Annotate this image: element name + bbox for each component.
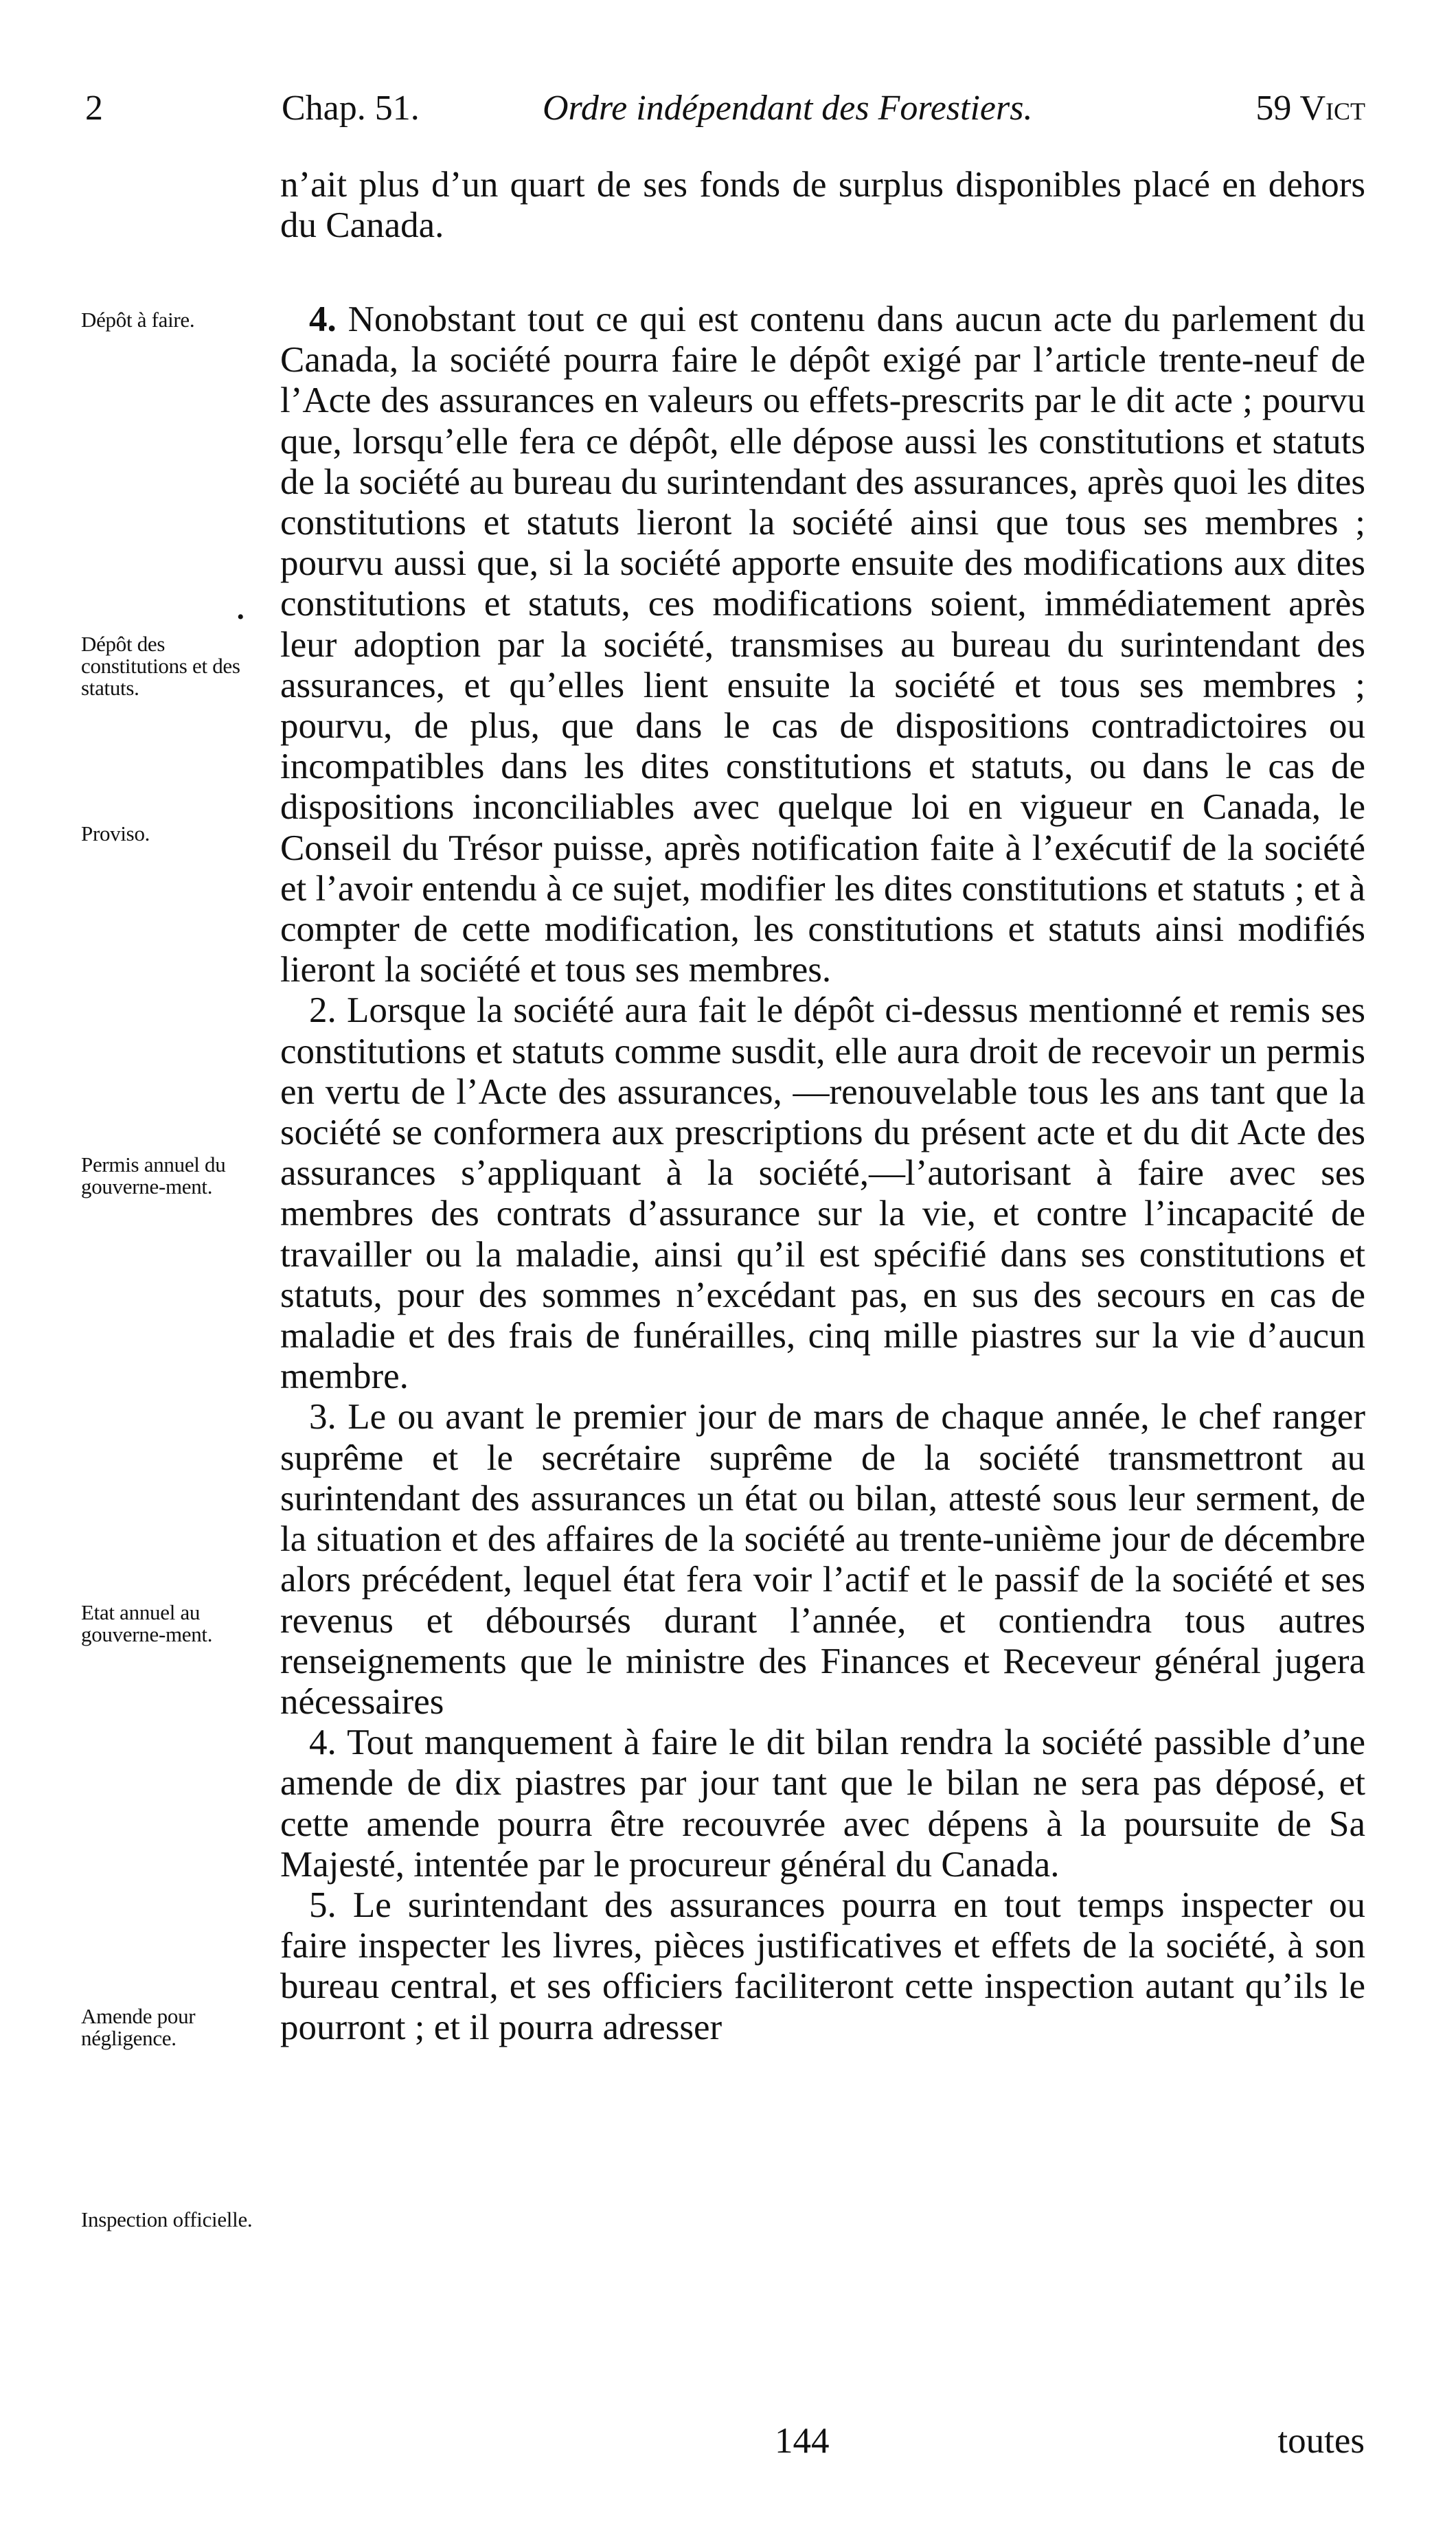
running-title: Ordre indépendant des Forestiers. xyxy=(543,89,1033,128)
continuation-block xyxy=(280,165,1365,246)
section-4-paragraph xyxy=(280,299,1365,990)
catchword: toutes xyxy=(1277,2421,1365,2461)
folio-number: 144 xyxy=(775,2421,830,2461)
chapter-label: Chap. 51. xyxy=(282,89,420,128)
section-4-text: Nonobstant tout ce qui est contenu dans aucun acte du parlement du Canada, la société pourra faire le dépôt exigé par l’article trente-neuf de l’Acte des assurances en valeurs ou effets-prescrits par le dit acte ; pourvu que, lorsqu’elle fera ce dépôt, elle dépose aussi les constitutions et statuts de la société au bureau du surintendant des assurances, après quoi les dites constitutions et statuts lieront la société ainsi que tous ses membres ; pourvu aussi que, si la société apporte ensuite des modifications aux dites constitutions et statuts, ces modifications soient, immédiatement après leur adoption par la société, transmises au bureau du surintendant des assurances, et qu’elles lient ensuite la société et tous ses membres ; pourvu, de plus, que dans le cas de dispositions contradictoires ou incompatibles dans les dites constitutions et statuts, ou dans le cas de dispositions inconciliables avec quelque loi en vigueur en Canada, le Conseil du Trésor puisse, après notification faite à l’exécutif de la société et l’avoir entendu à ce sujet, modifier les dites constitutions et statuts ; et à compter de cette modification, les constitutions et statuts ainsi modifiés lieront la société et tous ses membres. xyxy=(280,299,1365,990)
subsection-3-paragraph: 3. Le ou avant le premier jour de mars de chaque année, le chef ranger suprême et le secrétaire suprême de la société transmettront au surintendant des assurances un état ou bilan, attesté sous leur serment, de la situation et des affaires de la société au trente-unième jour de décembre alors précédent, lequel état fera voir l’actif et le passif de la société et ses revenus et déboursés durant l’année, et contiendra tous autres renseignements que le ministre des Finances et Receveur général jugera nécessaires xyxy=(280,1397,1365,1722)
subsection-5-paragraph: 5. Le surintendant des assurances pourra en tout temps inspecter ou faire inspecter les livres, pièces justificatives et effets de la société, à son bureau central, et ses officiers faciliteront cette inspection autant qu’ils le pourront ; et il pourra adresser xyxy=(280,1885,1365,2047)
sidenote-proviso: Proviso. xyxy=(81,821,150,845)
section-number: 4. xyxy=(309,299,337,339)
margin-bullet: • xyxy=(237,606,244,628)
running-header xyxy=(81,81,1365,136)
sidenote-inspection: Inspection officielle. xyxy=(81,2207,253,2231)
sidenote-depot: Dépôt à faire. xyxy=(81,308,195,332)
page-number: 2 xyxy=(85,89,103,128)
subsection-4-paragraph: 4. Tout manquement à faire le dit bilan rendra la société passible d’une amende de dix piastres par jour tant que le bilan ne sera pas déposé, et cette amende pourra être recouvrée avec dépens à la poursuite de Sa Majesté, intentée par le procureur général du Canada. xyxy=(280,1723,1365,1885)
sidenote-depot-constitutions: Dépôt des constitutions et des statuts. xyxy=(81,632,240,700)
sidenote-amende: Amende pour négligence. xyxy=(81,2004,196,2050)
sidenote-permis-annuel: Permis annuel du gouverne-ment. xyxy=(81,1152,226,1198)
main-text-block xyxy=(280,299,1365,2048)
continuation-paragraph: n’ait plus d’un quart de ses fonds de surplus disponibles placé en dehors du Canada. xyxy=(280,165,1365,246)
sidenote-etat-annuel: Etat annuel au gouverne-ment. xyxy=(81,1600,213,1646)
regnal-year: 59 Vict xyxy=(1255,89,1365,128)
subsection-2-paragraph: 2. Lorsque la société aura fait le dépôt ci-dessus mentionné et remis ses constitutions et statuts comme susdit, elle aura droit de recevoir un permis en vertu de l’Acte des assurances, —renouvelable tous les ans tant que la société se conformera aux prescriptions du présent acte et du dit Acte des assurances s’appliquant à la société,—l’autorisant à faire avec ses membres des contrats d’assurance sur la vie, et contre l’incapacité de travailler ou la maladie, ainsi qu’il est spécifié dans ses constitutions et statuts, pour des sommes n’excédant pas, en sus des secours en cas de maladie et des frais de funérailles, cinq mille piastres sur la vie d’aucun membre. xyxy=(280,990,1365,1397)
